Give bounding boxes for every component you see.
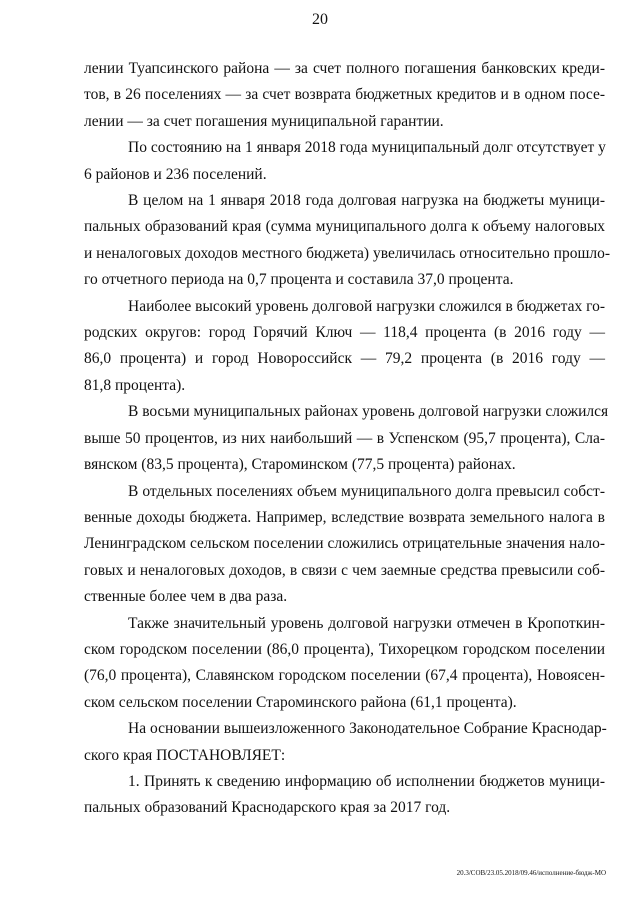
- paragraph: [84, 399, 609, 478]
- paragraph: [84, 479, 605, 611]
- paragraph: [84, 769, 605, 822]
- text-line: Также значительный уровень долговой нагрузки отмечен в Кропоткин-: [128, 614, 605, 632]
- text-line: В отдельных поселениях объем муниципального долга превысил собст-: [128, 482, 605, 500]
- text-line: и неналоговых доходов местного бюджета) увеличилась относительно прошло-: [84, 244, 611, 262]
- text-line: 86,0 процента) и город Новороссийск — 79,2 процента (в 2016 году —: [84, 350, 605, 368]
- text-line: В восьми муниципальных районах уровень долговой нагрузки сложился: [128, 403, 609, 421]
- text-line: ском сельском поселении Староминского района (61,1 процента).: [84, 693, 517, 711]
- paragraph: [84, 188, 611, 294]
- paragraph: [84, 716, 605, 769]
- text-line: Ленинградском сельском поселении сложились отрицательные значения нало-: [84, 535, 605, 553]
- text-line: ском городском поселении (86,0 процента), Тихорецком городском поселении: [84, 640, 605, 658]
- document-footer-code: 20.3/СОВ/23.05.2018/09.46/исполнение-бюдж-МО: [456, 869, 606, 877]
- text-line: говых и неналоговых доходов, в связи с чем заемные средства превысили соб-: [84, 561, 605, 579]
- document-body: [84, 56, 611, 822]
- text-line: ского края ПОСТАНОВЛЯЕТ:: [84, 746, 286, 764]
- text-line: лении — за счет погашения муниципальной гарантии.: [84, 112, 444, 130]
- paragraph: [84, 135, 605, 188]
- page-number: 20: [312, 11, 328, 28]
- paragraph: [84, 611, 605, 717]
- text-line: тов, в 26 поселениях — за счет возврата бюджетных кредитов и в одном посе-: [84, 86, 605, 104]
- text-line: На основании вышеизложенного Законодательное Собрание Краснодар-: [128, 720, 607, 738]
- paragraph: [84, 294, 605, 400]
- text-line: По состоянию на 1 января 2018 года муниципальный долг отсутствует у: [128, 139, 606, 157]
- text-line: 1. Принять к сведению информацию об исполнении бюджетов муници-: [128, 772, 605, 790]
- text-line: 6 районов и 236 поселений.: [84, 165, 267, 183]
- paragraph: [84, 56, 605, 135]
- text-line: пальных образований края (сумма муниципального долга к объему налоговых: [84, 218, 605, 236]
- text-line: 81,8 процента).: [84, 376, 186, 394]
- text-line: Наиболее высокий уровень долговой нагрузки сложился в бюджетах го-: [128, 297, 605, 315]
- text-line: пальных образований Краснодарского края за 2017 год.: [84, 799, 451, 817]
- text-line: ственные более чем в два раза.: [84, 588, 288, 606]
- text-line: выше 50 процентов, из них наибольший — в Успенском (95,7 процента), Сла-: [84, 429, 605, 447]
- text-line: (76,0 процента), Славянском городском поселении (67,4 процента), Новоясен-: [84, 667, 605, 685]
- text-line: родских округов: город Горячий Ключ — 118,4 процента (в 2016 году —: [84, 324, 605, 342]
- text-line: го отчетного периода на 0,7 процента и составила 37,0 процента.: [84, 271, 514, 289]
- text-line: В целом на 1 января 2018 года долговая нагрузка на бюджеты муници-: [128, 192, 605, 210]
- text-line: венные доходы бюджета. Например, вследствие возврата земельного налога в: [84, 508, 605, 526]
- text-line: вянском (83,5 процента), Староминском (77,5 процента) районах.: [84, 456, 516, 474]
- text-line: лении Туапсинского района — за счет полного погашения банковских креди-: [84, 60, 605, 77]
